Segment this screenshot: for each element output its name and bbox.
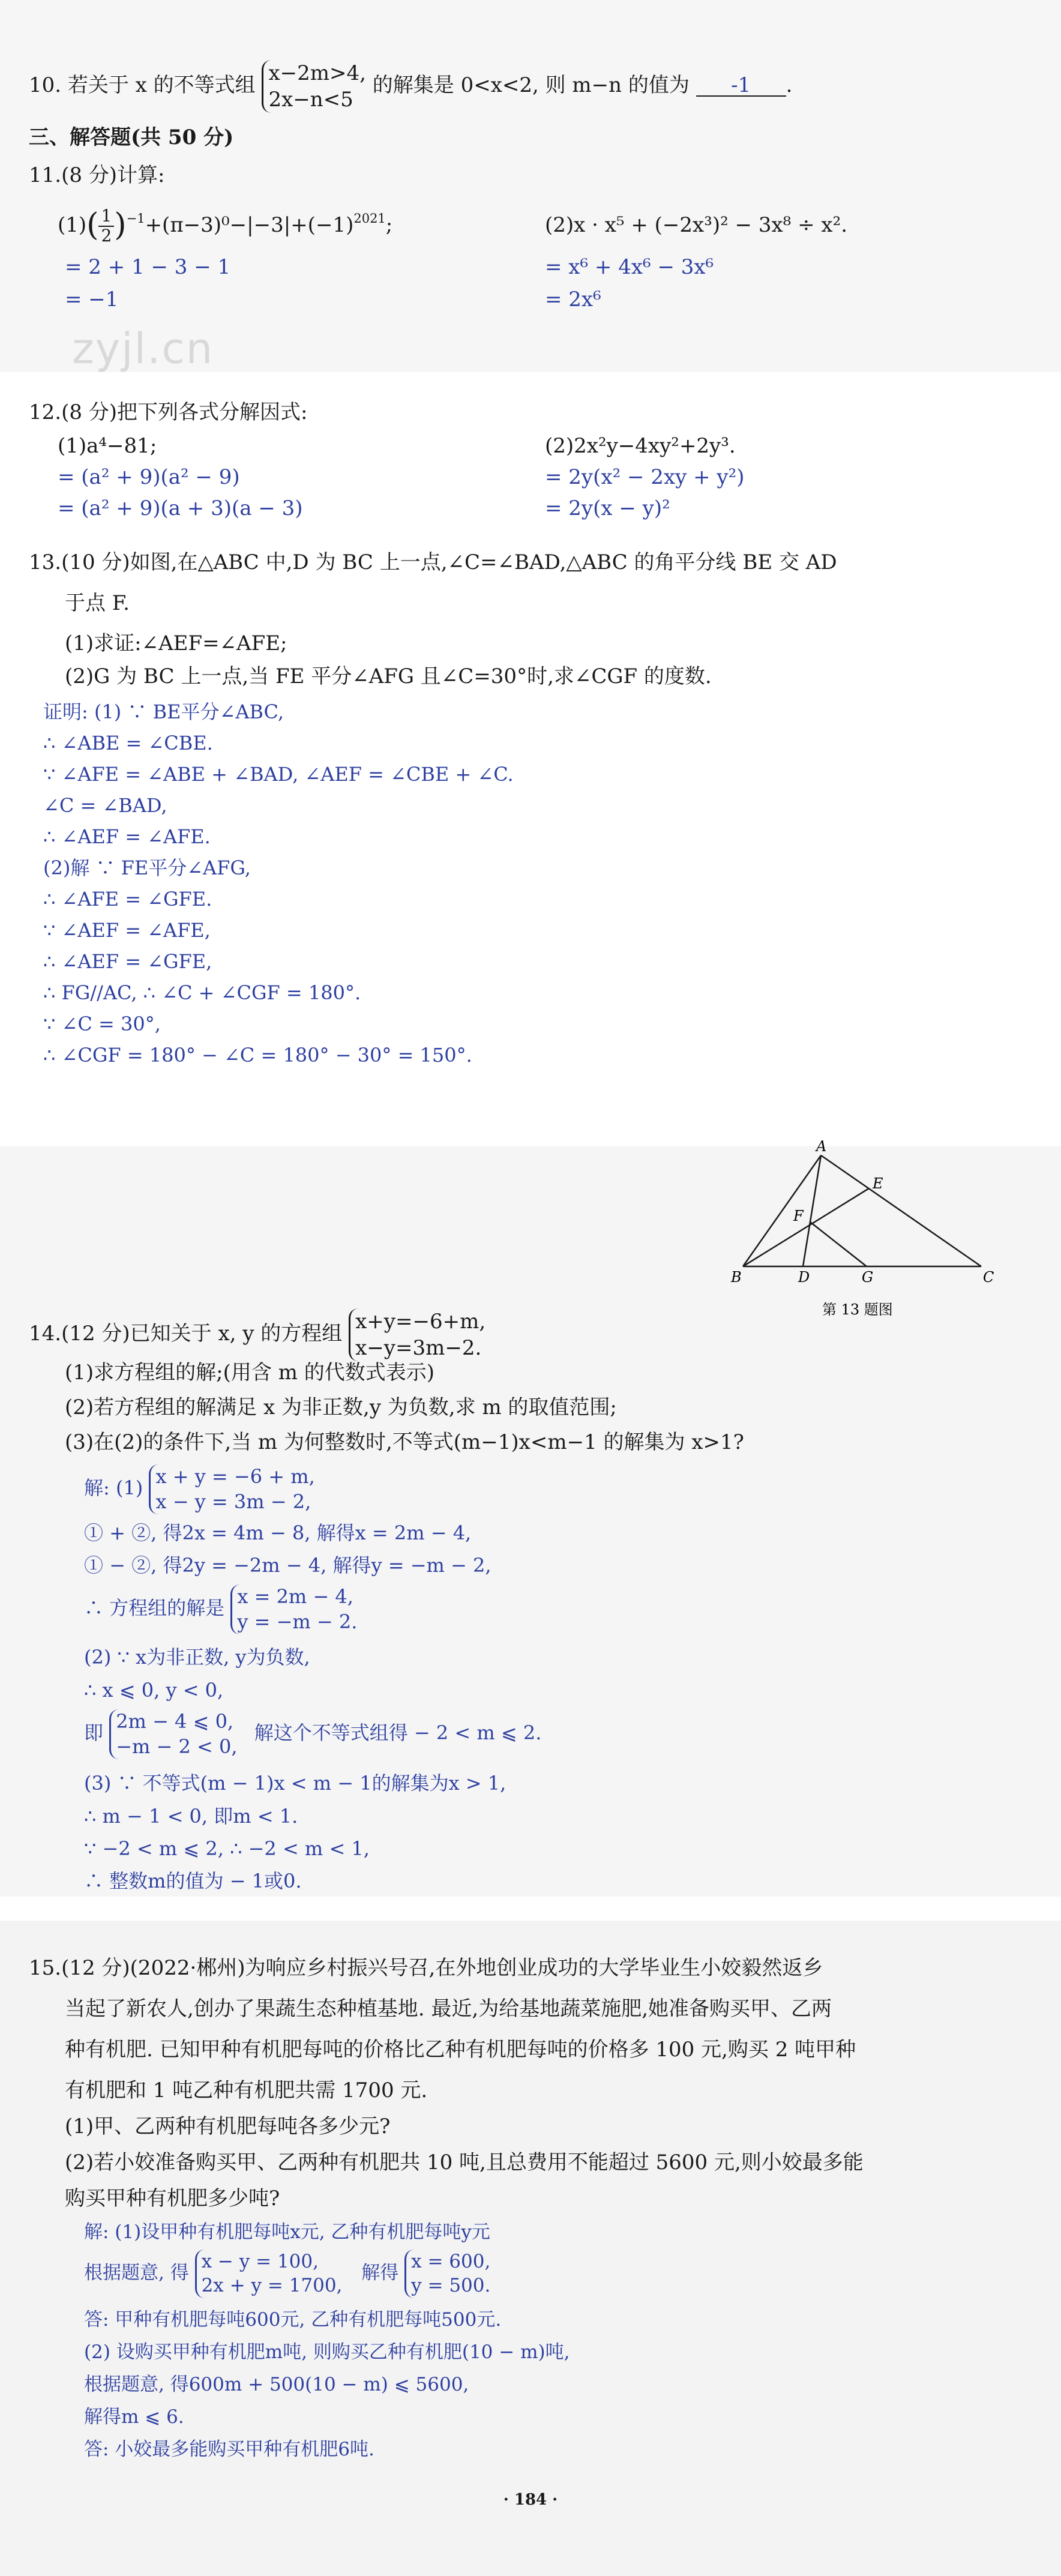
question-14 bbox=[29, 1308, 485, 1361]
q12-part1: (1)a⁴−81; bbox=[58, 434, 157, 458]
q11-part1: (1)( $\frac{1}{2}$ )$^{-1}+(\pi-3)^0-|-3|+(-1)^{2021}$; bbox=[58, 206, 393, 245]
question-15-line: (2)若小姣准备购买甲、乙两种有机肥共 10 吨,且总费用不能超过 5600 元,则小姣最多能 bbox=[65, 2150, 864, 2174]
q13-answer-line: (2)解 ∵ FE平分∠AFG, bbox=[43, 856, 251, 879]
label-F: F bbox=[793, 1208, 804, 1224]
label-A: A bbox=[816, 1140, 827, 1155]
q14-a-ineq2: −m − 2 < 0, bbox=[116, 1735, 238, 1758]
q11-part2: (2)x · x⁵ + (−2x³)² − 3x⁸ ÷ x². bbox=[545, 213, 848, 237]
q13-answer-line: ∠C = ∠BAD, bbox=[43, 794, 167, 817]
q13-answer-line: ∴ ∠AFE = ∠GFE. bbox=[43, 888, 212, 910]
question-15-line: 种有机肥. 已知甲种有机肥每吨的价格比乙种有机肥每吨的价格多 100 元,购买 2 吨甲种 bbox=[65, 2038, 856, 2062]
q11-fraction bbox=[98, 207, 114, 245]
label-B: B bbox=[731, 1269, 742, 1286]
page-number: · 184 · bbox=[503, 2491, 558, 2509]
q15-a-sol-brace bbox=[404, 2249, 490, 2298]
q11-answer2-line1: = x⁶ + 4x⁶ − 3x⁶ bbox=[545, 255, 714, 279]
q13-figure bbox=[726, 1140, 1008, 1320]
question-13-part1: (1)求证:∠AEF=∠AFE; bbox=[65, 631, 287, 655]
q11-p1-end: ; bbox=[385, 212, 393, 237]
q14-a-ineq-suffix: 解这个不等式组得 − 2 < m ⩽ 2. bbox=[254, 1721, 542, 1745]
q12-answer2-line2: = 2y(x − y)² bbox=[545, 496, 670, 520]
q14-a-prefix: 解: (1) bbox=[84, 1476, 143, 1500]
q10-suffix: 的解集是 0<x<2, 则 m−n 的值为 bbox=[372, 73, 690, 98]
q15-answer-line: 解: (1)设甲种有机肥每吨x元, 乙种有机肥每吨y元 bbox=[84, 2221, 490, 2243]
q13-answer-line: ∴ FG//AC, ∴ ∠C + ∠CGF = 180°. bbox=[43, 981, 361, 1004]
q14-answer-line: ∴ m − 1 < 0, 即m < 1. bbox=[84, 1805, 298, 1828]
section-3-heading: 三、解答题(共 50 分) bbox=[29, 125, 234, 149]
q14-answer-line: ① − ②, 得2y = −2m − 4, 解得y = −m − 2, bbox=[84, 1554, 491, 1577]
q15-answer-line: 答: 甲种有机肥每吨600元, 乙种有机肥每吨500元. bbox=[84, 2309, 502, 2331]
question-15-line: 有机肥和 1 吨乙种有机肥共需 1700 元. bbox=[65, 2078, 428, 2102]
q14-answer-line: ∵ −2 < m ⩽ 2, ∴ −2 < m < 1, bbox=[84, 1837, 370, 1860]
q11-p1-exp: −1 bbox=[126, 211, 145, 226]
segment-AD bbox=[803, 1155, 821, 1266]
q14-a-ineq-prefix: 即 bbox=[84, 1721, 104, 1745]
question-15-line: (1)甲、乙两种有机肥每吨各多少元? bbox=[65, 2114, 391, 2138]
q15-a-sol1: x = 600, bbox=[411, 2251, 491, 2272]
q11-answer1-line1: = 2 + 1 − 3 − 1 bbox=[65, 255, 231, 279]
q13-answer-line: 证明: (1) ∵ BE平分∠ABC, bbox=[43, 700, 284, 723]
q14-a-sol2: y = −m − 2. bbox=[237, 1610, 358, 1633]
q12-answer1-line2: = (a² + 9)(a + 3)(a − 3) bbox=[58, 496, 303, 520]
q14-a-sol1: x = 2m − 4, bbox=[237, 1585, 353, 1608]
question-13-line2: 于点 F. bbox=[65, 591, 130, 615]
q15-a-eq1: x − y = 100, bbox=[201, 2251, 319, 2272]
q14-answer-inequalities bbox=[84, 1709, 541, 1759]
q14-a-ineq1: 2m − 4 ⩽ 0, bbox=[116, 1710, 234, 1733]
q13-answer-line: ∵ ∠C = 30°, bbox=[43, 1013, 161, 1035]
question-13-part2: (2)G 为 BC 上一点,当 FE 平分∠AFG 且∠C=30°时,求∠CGF 的度数. bbox=[65, 664, 712, 688]
q14-part3: (3)在(2)的条件下,当 m 为何整数时,不等式(m−1)x<m−1 的解集为 x>1? bbox=[65, 1430, 744, 1454]
segment-AB bbox=[743, 1155, 821, 1266]
q15-a-eq-brace bbox=[195, 2249, 343, 2298]
q10-ineq2: 2x−n<5 bbox=[268, 88, 353, 112]
q10-answer: -1 bbox=[731, 73, 751, 98]
q14-prefix: 14.(12 分)已知关于 x, y 的方程组 bbox=[29, 1322, 343, 1346]
q14-a-sol-brace bbox=[230, 1584, 357, 1634]
q11-answer1-line2: = −1 bbox=[65, 287, 119, 311]
q13-answer-line: ∵ ∠AFE = ∠ABE + ∠BAD, ∠AEF = ∠CBE + ∠C. bbox=[43, 763, 514, 786]
label-G: G bbox=[862, 1269, 874, 1286]
q12-answer2-line1: = 2y(x² − 2xy + y²) bbox=[545, 465, 745, 489]
question-12-title: 12.(8 分)把下列各式分解因式: bbox=[29, 400, 308, 424]
q10-prefix: 10. 若关于 x 的不等式组 bbox=[29, 73, 256, 98]
q15-answer-line: (2) 设购买甲种有机肥m吨, 则购买乙种有机肥(10 − m)吨, bbox=[84, 2341, 570, 2363]
question-13-line1: 13.(10 分)如图,在△ABC 中,D 为 BC 上一点,∠C=∠BAD,△ABC 的角平分线 BE 交 AD bbox=[29, 550, 837, 574]
q14-answer-line: ∴ x ⩽ 0, y < 0, bbox=[84, 1679, 224, 1702]
q11-p1-rest-exp: 2021 bbox=[353, 211, 386, 226]
q11-answer2-line2: = 2x⁶ bbox=[545, 287, 601, 311]
q14-eq2: x−y=3m−2. bbox=[355, 1336, 482, 1361]
q15-answer-line: 答: 小姣最多能购买甲种有机肥6吨. bbox=[84, 2439, 374, 2460]
q14-part2: (2)若方程组的解满足 x 为非正数,y 为负数,求 m 的取值范围; bbox=[65, 1395, 617, 1419]
question-15-line: 当起了新农人,创办了果蔬生态种植基地. 最近,为给基地蔬菜施肥,她准备购买甲、乙两 bbox=[65, 1997, 832, 2021]
q14-answer-line: (3) ∵ 不等式(m − 1)x < m − 1的解集为x > 1, bbox=[84, 1772, 506, 1795]
q15-a-sol-prefix: 解得 bbox=[361, 2262, 399, 2284]
q13-answer-line: ∴ ∠AEF = ∠GFE, bbox=[43, 950, 212, 973]
q14-answer-line: ∴ 整数m的值为 − 1或0. bbox=[84, 1870, 302, 1892]
q10-answer-blank bbox=[696, 75, 786, 97]
label-E: E bbox=[873, 1175, 883, 1192]
q11-frac-num: 1 bbox=[98, 207, 114, 227]
q14-eq1: x+y=−6+m, bbox=[355, 1310, 486, 1334]
question-15-line: 15.(12 分)(2022·郴州)为响应乡村振兴号召,在外地创业成功的大学毕业生小姣毅然返乡 bbox=[29, 1956, 823, 1980]
q14-answer-solution bbox=[84, 1584, 357, 1634]
question-10 bbox=[29, 60, 792, 113]
question-11-title: 11.(8 分)计算: bbox=[29, 163, 165, 187]
q14-answer-system bbox=[84, 1464, 315, 1514]
q13-answer-line: ∴ ∠ABE = ∠CBE. bbox=[43, 732, 213, 754]
q15-a-sol2: y = 500. bbox=[411, 2275, 491, 2297]
q10-ineq1: x−2m>4, bbox=[268, 61, 366, 85]
q14-a-system-brace bbox=[149, 1464, 314, 1514]
q15-a-eq-prefix: 根据题意, 得 bbox=[84, 2262, 189, 2284]
q13-answer-line: ∵ ∠AEF = ∠AFE, bbox=[43, 919, 211, 942]
watermark: zyjl.cn bbox=[72, 324, 214, 373]
segment-BE bbox=[743, 1188, 869, 1266]
q14-a-sys2: x − y = 3m − 2, bbox=[155, 1490, 311, 1513]
q11-p1-rest: +(π−3)⁰−|−3|+(−1) bbox=[145, 212, 354, 237]
q15-answer-line: 解得m ⩽ 6. bbox=[84, 2406, 184, 2428]
q13-answer-line: ∴ ∠CGF = 180° − ∠C = 180° − 30° = 150°. bbox=[43, 1044, 472, 1067]
q10-system bbox=[262, 60, 365, 113]
label-C: C bbox=[983, 1269, 994, 1286]
q14-system bbox=[349, 1308, 485, 1361]
q11-p1-prefix: (1) bbox=[58, 212, 87, 237]
question-15-line: 购买甲种有机肥多少吨? bbox=[65, 2186, 280, 2210]
label-D: D bbox=[798, 1269, 810, 1286]
q12-part2: (2)2x²y−4xy²+2y³. bbox=[545, 434, 736, 458]
q13-answer-line: ∴ ∠AEF = ∠AFE. bbox=[43, 825, 211, 848]
q14-answer-line: (2) ∵ x为非正数, y为负数, bbox=[84, 1646, 310, 1669]
q12-answer1-line1: = (a² + 9)(a² − 9) bbox=[58, 465, 240, 489]
segment-FG bbox=[810, 1222, 867, 1266]
q15-answer-equations bbox=[84, 2249, 490, 2298]
q15-answer-line: 根据题意, 得600m + 500(10 − m) ⩽ 5600, bbox=[84, 2374, 469, 2395]
q14-a-sol-prefix: ∴ 方程组的解是 bbox=[84, 1596, 225, 1620]
q10-period: . bbox=[786, 73, 793, 98]
q14-a-ineq-brace bbox=[109, 1709, 237, 1759]
q14-answer-line: ① + ②, 得2x = 4m − 8, 解得x = 2m − 4, bbox=[84, 1521, 472, 1544]
q14-part1: (1)求方程组的解;(用含 m 的代数式表示) bbox=[65, 1361, 434, 1385]
q11-frac-den: 2 bbox=[101, 225, 112, 245]
q15-a-eq2: 2x + y = 1700, bbox=[201, 2275, 343, 2297]
q14-a-sys1: x + y = −6 + m, bbox=[155, 1465, 315, 1488]
figure-caption: 第 13 题图 bbox=[822, 1301, 893, 1318]
